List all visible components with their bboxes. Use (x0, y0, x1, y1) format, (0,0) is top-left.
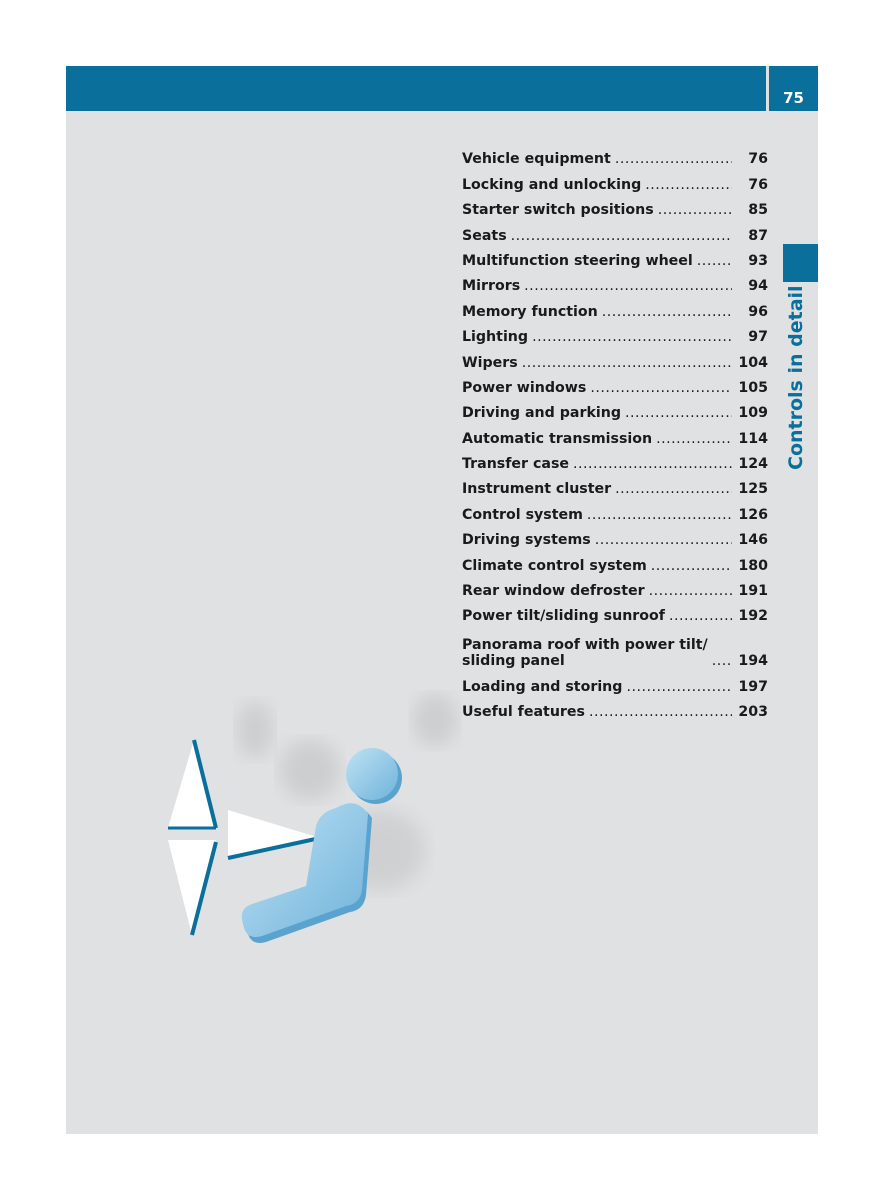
leader-dots (524, 278, 732, 294)
toc-entry-page: 126 (738, 506, 768, 523)
toc-entry[interactable] (462, 345, 768, 370)
toc-entry-title: Control system (462, 506, 583, 523)
toc-entry-page: 194 (738, 653, 768, 670)
leader-dots (615, 151, 732, 167)
leader-dots (645, 177, 732, 193)
toc-entry-page: 125 (738, 481, 768, 498)
toc-entry-title: Useful features (462, 704, 585, 721)
toc-entry-title: Automatic transmission (462, 430, 653, 447)
page-number: 75 (769, 66, 818, 111)
toc-entry-title: Driving and parking (462, 405, 621, 422)
toc-entry-title: Rear window defroster (462, 583, 645, 600)
toc-entry-page: 94 (748, 278, 768, 295)
toc-entry[interactable] (462, 371, 768, 396)
toc-entry-title: Power windows (462, 379, 587, 396)
chapter-label-text: Controls in detail (785, 285, 807, 470)
toc-entry-title: Seats (462, 227, 507, 244)
leader-dots (511, 228, 732, 244)
toc-entry[interactable] (462, 574, 768, 599)
toc-entry-title: Power tilt/sliding sunroof (462, 608, 665, 625)
toc-entry-page: 96 (748, 303, 768, 320)
toc-entry-title: Loading and storing (462, 678, 623, 695)
toc-entry-title: Locking and unlocking (462, 176, 642, 193)
toc-entry-page: 197 (738, 678, 768, 695)
toc-entry-page: 146 (738, 532, 768, 549)
toc-entry-title: Starter switch positions (462, 202, 654, 219)
toc-entry-title: Multifunction steering wheel (462, 252, 693, 269)
header-bar (66, 66, 766, 111)
toc-entry[interactable] (462, 193, 768, 218)
leader-dots (587, 507, 732, 523)
toc-entry-page: 87 (748, 227, 768, 244)
toc-entry-page: 76 (748, 151, 768, 168)
toc-entry[interactable] (462, 599, 768, 624)
toc-entry[interactable] (462, 447, 768, 472)
leader-dots (615, 481, 732, 497)
toc-entry[interactable] (462, 695, 768, 720)
toc-entry-title: Climate control system (462, 557, 647, 574)
leader-dots (625, 405, 732, 421)
toc-entry[interactable] (462, 294, 768, 319)
toc-entry-page: 93 (748, 252, 768, 269)
toc-entry[interactable] (462, 218, 768, 243)
leader-dots (522, 355, 732, 371)
toc-entry-page: 180 (738, 557, 768, 574)
toc-entry[interactable] (462, 421, 768, 446)
toc-entry[interactable] (462, 167, 768, 192)
leader-dots (712, 653, 732, 669)
arrow-down-shape (168, 840, 216, 935)
leader-dots (658, 202, 732, 218)
arrow-up-shape (168, 740, 216, 828)
leader-dots (573, 456, 732, 472)
leader-dots (532, 329, 732, 345)
toc-entry-page: 124 (738, 456, 768, 473)
toc-entry-page: 191 (738, 583, 768, 600)
leader-dots (697, 253, 732, 269)
toc-entry-page: 105 (738, 379, 768, 396)
toc-entry-title: Vehicle equipment (462, 151, 611, 168)
leader-dots (626, 679, 732, 695)
toc-entry-page: 114 (738, 430, 768, 447)
toc-entry-title: Driving systems (462, 532, 591, 549)
leader-dots (656, 431, 732, 447)
toc-entry-title-line2: sliding panel (462, 653, 565, 670)
toc-entry[interactable] (462, 523, 768, 548)
toc-entry-page: 76 (748, 176, 768, 193)
toc-entry-page: 104 (738, 354, 768, 371)
toc-entry-page: 85 (748, 202, 768, 219)
leader-dots (595, 532, 732, 548)
leader-dots (590, 380, 732, 396)
leader-dots (649, 583, 732, 599)
chapter-label (783, 285, 813, 470)
leader-dots (589, 704, 732, 720)
toc-entry-title: Wipers (462, 354, 518, 371)
toc-entry[interactable] (462, 269, 768, 294)
toc-entry-page: 192 (738, 608, 768, 625)
toc-entry-title: Memory function (462, 303, 598, 320)
leader-dots (602, 304, 732, 320)
toc-entry[interactable] (462, 548, 768, 573)
toc-entry-title: Instrument cluster (462, 481, 612, 498)
toc-entry-title: Lighting (462, 329, 529, 346)
toc-entry-title-line1: Panorama roof with power tilt/ (462, 637, 708, 654)
arrow-forward-shape (228, 810, 320, 858)
toc-entry[interactable] (462, 142, 768, 167)
toc-entry[interactable] (462, 624, 768, 669)
table-of-contents (462, 142, 768, 720)
toc-entry[interactable] (462, 497, 768, 522)
chapter-tab (783, 244, 818, 282)
driver-seat-icon (160, 690, 480, 960)
toc-entry[interactable] (462, 669, 768, 694)
toc-entry[interactable] (462, 244, 768, 269)
toc-entry[interactable] (462, 472, 768, 497)
toc-entry-page: 109 (738, 405, 768, 422)
leader-dots (669, 608, 732, 624)
toc-entry[interactable] (462, 396, 768, 421)
toc-entry-title: Transfer case (462, 456, 570, 473)
toc-entry-page: 97 (748, 329, 768, 346)
leader-dots (651, 558, 732, 574)
toc-entry-page: 203 (738, 704, 768, 721)
toc-entry-title: Mirrors (462, 278, 521, 295)
toc-entry[interactable] (462, 320, 768, 345)
toc-entry-title (462, 637, 708, 669)
